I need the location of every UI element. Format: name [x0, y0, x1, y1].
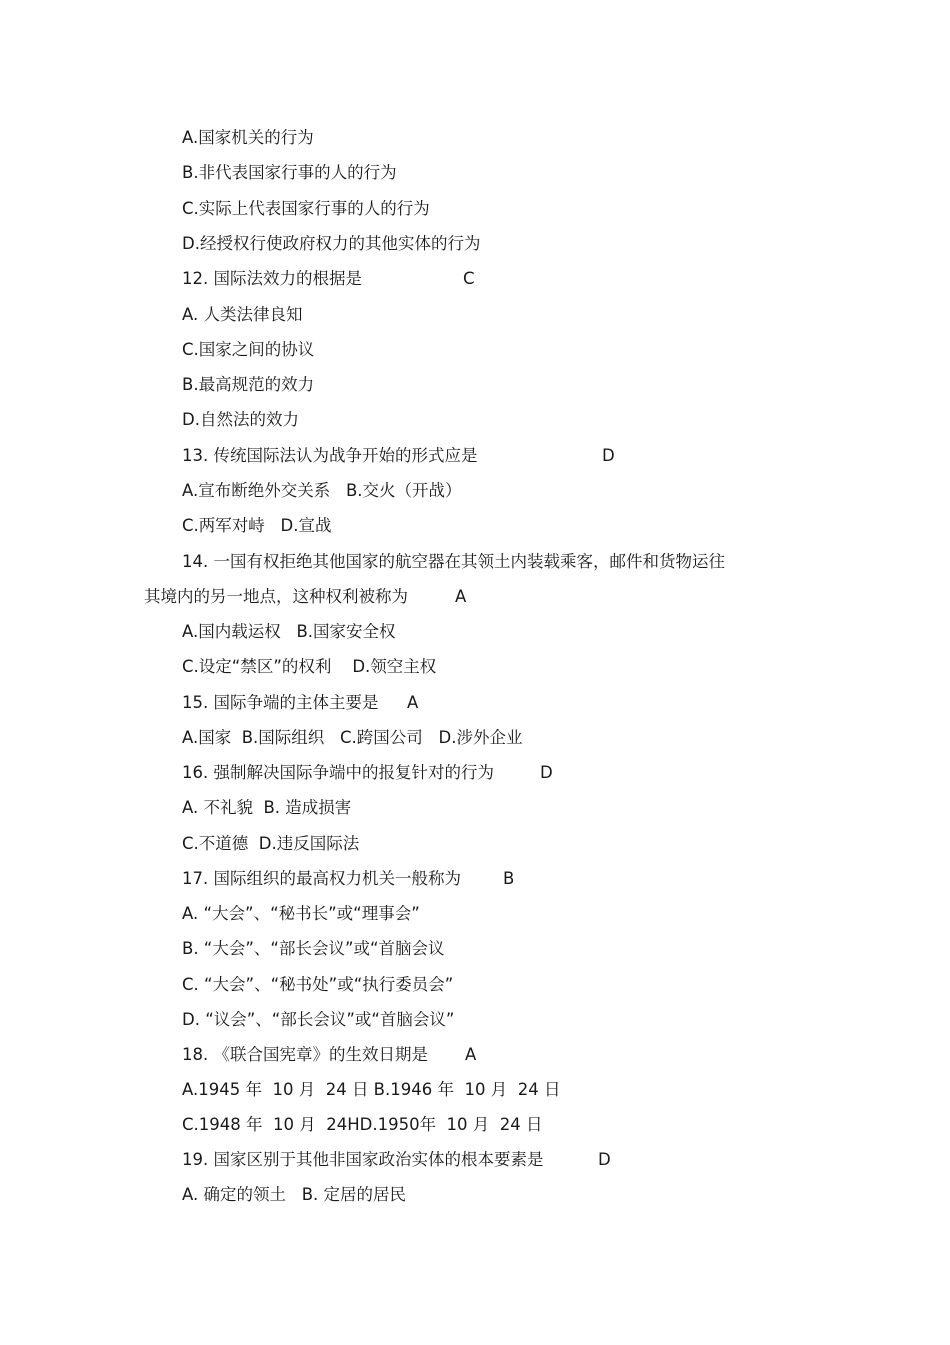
answer-19: D — [598, 1150, 611, 1169]
option-line: A. “大会”、“秘书长”或“理事会” — [182, 904, 420, 923]
question-19: 19. 国家区别于其他非国家政治实体的根本要素是 — [182, 1150, 544, 1169]
option-line: A.1945 年 10 月 24 日 B.1946 年 10 月 24 日 — [182, 1080, 561, 1099]
option-line: C.不道德 D.违反国际法 — [182, 834, 360, 853]
question-14: 14. 一国有权拒绝其他国家的航空器在其领土内装载乘客，邮件和货物运往 — [182, 552, 725, 571]
option-line: C.设定“禁区”的权利 D.领空主权 — [182, 657, 437, 676]
option-line: B. “大会”、“部长会议”或“首脑会议 — [182, 939, 445, 958]
question-12: 12. 国际法效力的根据是 — [182, 269, 362, 288]
option-line: C.1948 年 10 月 24HD.1950年 10 月 24 日 — [182, 1115, 543, 1134]
option-line: D.经授权行使政府权力的其他实体的行为 — [182, 234, 481, 253]
option-line: A.宣布断绝外交关系 B.交火（开战） — [182, 481, 462, 500]
question-14-cont: 其境内的另一地点，这种权利被称为 — [144, 587, 408, 606]
option-line: A. 人类法律良知 — [182, 305, 303, 324]
answer-17: B — [503, 869, 515, 888]
answer-13: D — [602, 446, 615, 465]
option-line: C.两军对峙 D.宣战 — [182, 516, 332, 535]
answer-14: A — [455, 587, 467, 606]
question-17: 17. 国际组织的最高权力机关一般称为 — [182, 869, 461, 888]
option-line: C. “大会”、“秘书处”或“执行委员会” — [182, 975, 454, 994]
option-line: A.国家 B.国际组织 C.跨国公司 D.涉外企业 — [182, 728, 523, 747]
question-15: 15. 国际争端的主体主要是 — [182, 693, 379, 712]
option-line: D. “议会”、“部长会议”或“首脑会议” — [182, 1010, 455, 1029]
option-line: A.国内载运权 B.国家安全权 — [182, 622, 396, 641]
option-line: B.非代表国家行事的人的行为 — [182, 163, 397, 182]
option-line: C.国家之间的协议 — [182, 340, 315, 359]
question-18: 18. 《联合国宪章》的生效日期是 — [182, 1045, 428, 1064]
question-13: 13. 传统国际法认为战争开始的形式应是 — [182, 446, 478, 465]
option-line: C.实际上代表国家行事的人的行为 — [182, 199, 430, 218]
option-line: B.最高规范的效力 — [182, 375, 315, 394]
option-line: A.国家机关的行为 — [182, 128, 314, 147]
question-16: 16. 强制解决国际争端中的报复针对的行为 — [182, 763, 494, 782]
answer-12: C — [463, 269, 475, 288]
answer-18: A — [465, 1045, 477, 1064]
answer-15: A — [407, 693, 419, 712]
option-line: A. 不礼貌 B. 造成损害 — [182, 798, 352, 817]
answer-16: D — [540, 763, 553, 782]
option-line: A. 确定的领土 B. 定居的居民 — [182, 1185, 407, 1204]
option-line: D.自然法的效力 — [182, 410, 299, 429]
